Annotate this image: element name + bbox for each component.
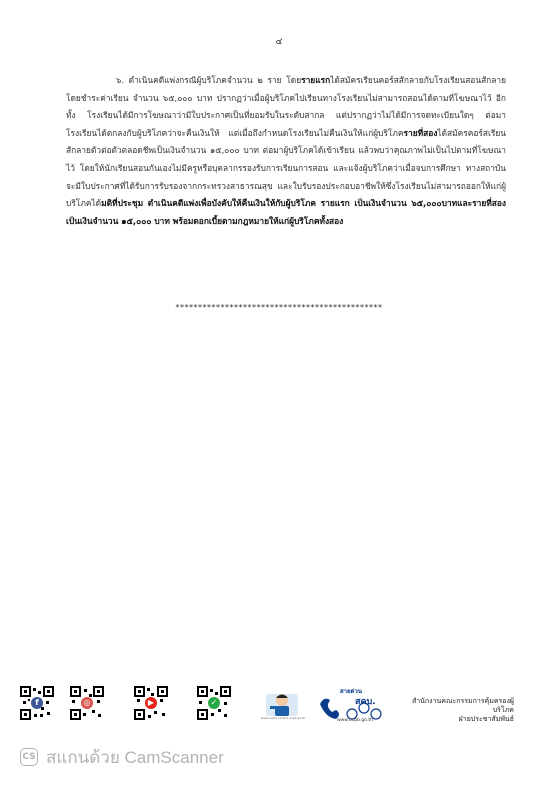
first-case-label: รายแรก [301, 75, 331, 85]
footer-bar [0, 686, 558, 726]
agency-line-2: ฝ่ายประชาสัมพันธ์ [458, 715, 514, 723]
second-case-text: ได้สมัครคอร์สเรียนสักลายตัวต่อตัวตลอดชีพเป็นเงินจำนวน ๑๕,๐๐๐ บาท ต่อมาผู้บริโภคได้เข้าเรียน แล้วพบว่าคุณภาพไม่เป็นไปตามที่โฆษณาไว้ โดยให้นักเรียนสอนกันเองไม่มีครูหรือบุคลากรรองรับการเรียนการสอน และแจ้งผู้บริโภคว่าเมื่อจบการศึกษา ทางสถาบันจะมีใบประกาศที่ได้รับการรับรองจากกระทรวงสาธารณสุข และใบรับรองประกอบอาชีพให้ซึ่งโรงเรียนไม่สามารถออกให้แก่ผู้บริโภคได้ [66, 127, 506, 209]
first-case-text: ได้สมัครเรียนคอร์สสักลายกับโรงเรียนสอนสักลายโดยชำระค่าเรียน จำนวน ๖๕,๐๐๐ บาท ปรากฏว่าเมื่อผู้บริโภคไปเรียนทางโรงเรียนไม่สามารถสอนได้ตามที่โฆษณาไว้ อีกทั้ง โรงเรียนได้มีการโฆษณาว่ามีใบประกาศเป็นที่ยอมรับในระดับสากล แต่ปรากฏว่าไม่ได้มีการจดทะเบียนใดๆ ต่อมาโรงเรียนได้ตกลงกับผู้บริโภคว่าจะคืนเงินให้ แต่เมื่อถึงกำหนดโรงเรียนไม่คืนเงินให้แก่ผู้บริโภค [66, 75, 506, 138]
agency-name [392, 697, 514, 724]
youtube-icon: ▶ [145, 697, 157, 709]
camscanner-icon: CS [20, 748, 38, 766]
page-number: ๔ [275, 37, 283, 47]
agency-line-1: สำนักงานคณะกรรมการคุ้มครองผู้บริโภค [411, 697, 514, 714]
resolution-text: มติที่ประชุม ดำเนินคดีแพ่งเพื่อบังคับให้คืนเงินให้กับผู้บริโภค รายแรก เป็นเงินจำนวน ๖๕,๐๐๐บาทและรายที่สอง เป็นเงินจำนวน ๑๕,๐๐๐ บาท พร้อมดอกเบี้ยตามกฎหมายให้แก่ผู้บริโภคทั้งสอง [66, 198, 506, 226]
second-case-label: รายที่สอง [403, 127, 438, 138]
qr-code-instagram[interactable] [70, 686, 104, 720]
camscanner-label: สแกนด้วย CamScanner [46, 747, 224, 767]
hotline-brand: สคบ. [355, 697, 376, 707]
facebook-icon: f [31, 697, 43, 709]
body-paragraph [66, 72, 506, 230]
separator-line: ********************************************** [175, 303, 383, 312]
instagram-icon: ◎ [81, 697, 93, 709]
hotline-label: สายด่วน [340, 688, 362, 695]
website-link[interactable]: www.ocpb.go.th [337, 718, 374, 723]
qr-code-facebook[interactable] [20, 686, 54, 720]
qr-code-line[interactable] [197, 686, 231, 720]
line-icon: ✓ [208, 697, 220, 709]
mascot-caption: www.ocpbconnect.ocpb.go.th [260, 716, 306, 720]
qr-code-youtube[interactable] [134, 686, 168, 720]
camscanner-watermark [20, 744, 224, 770]
paragraph-intro: ๖. ดำเนินคดีแพ่งกรณีผู้บริโภคจำนวน ๒ ราย โดย [116, 75, 302, 85]
